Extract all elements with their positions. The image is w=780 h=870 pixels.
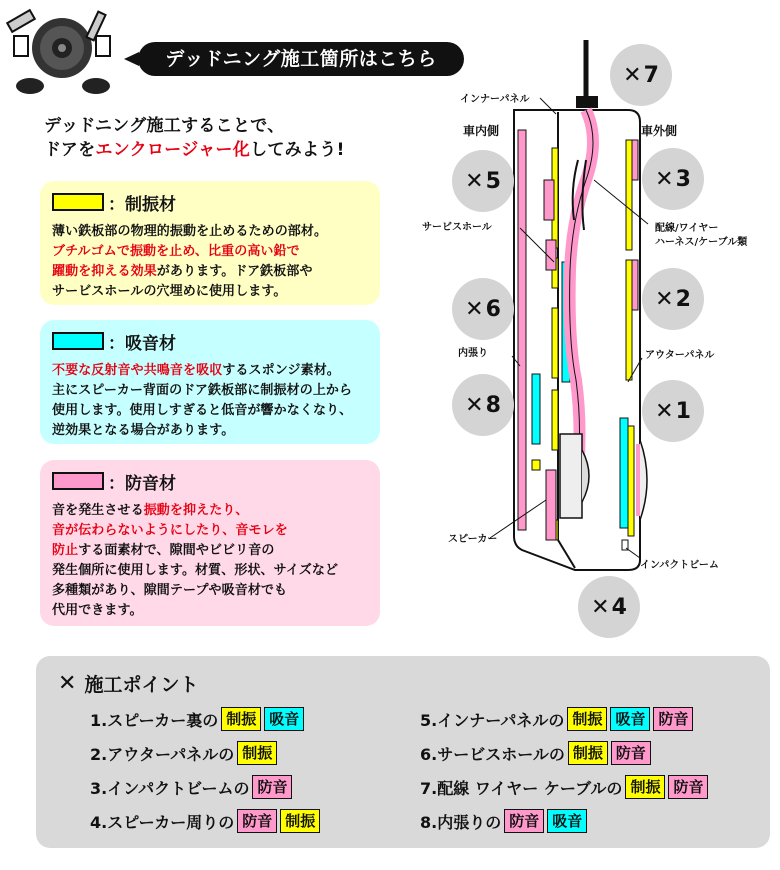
intro-text — [44, 114, 345, 162]
description-text: するスポンジ素材。 — [222, 363, 340, 378]
point-item-7 — [420, 775, 708, 799]
point-marker-5 — [452, 150, 514, 212]
point-label: 1.スピーカー裏の — [90, 710, 219, 730]
description-line — [52, 541, 368, 561]
point-number: 6 — [485, 296, 501, 322]
sound-material-description — [52, 501, 368, 621]
point-label: 3.インパクトビームの — [90, 778, 250, 798]
construction-points-panel — [36, 656, 770, 848]
sound-material-heading — [52, 469, 368, 493]
intro-line-2 — [44, 138, 345, 162]
point-number: 2 — [675, 286, 691, 312]
sound-color-swatch — [52, 472, 104, 490]
description-line: 音が伝わらないようにしたり、音モレを — [52, 523, 288, 538]
point-number: 4 — [611, 594, 627, 620]
point-label: 2.アウターパネルの — [90, 744, 235, 764]
point-number: 5 — [485, 168, 501, 194]
description-highlight: 防止 — [52, 543, 79, 558]
damping-material-label: ：制振材 — [108, 194, 176, 215]
point-marker-1 — [642, 380, 704, 442]
tools-icon: ✕ — [58, 671, 77, 696]
door-cross-section-diagram — [400, 40, 780, 640]
description-highlight: 不要な反射音や共鳴音を吸収 — [52, 363, 223, 378]
point-item-1 — [90, 707, 304, 731]
description-line — [52, 501, 368, 521]
points-title-text: 施工ポイント — [84, 674, 199, 696]
intro-text-part: してみよう! — [250, 140, 345, 160]
tool-icon: ✕ — [465, 168, 484, 194]
trim-label: 内張り — [458, 348, 488, 359]
point-item-8 — [420, 809, 587, 833]
inner-panel-label: インナーパネル — [460, 94, 530, 105]
point-label: 8.内張りの — [420, 812, 502, 832]
damping-tag: 制振 — [280, 809, 320, 833]
tool-icon: ✕ — [623, 62, 642, 88]
tool-icon: ✕ — [655, 398, 674, 424]
point-marker-4 — [578, 576, 640, 638]
absorb-material-box — [40, 320, 380, 444]
intro-text-part: ドアを — [44, 140, 96, 160]
description-line: 逆効果となる場合があります。 — [52, 423, 235, 438]
point-marker-2 — [642, 268, 704, 330]
car-outside-label: 車外側 — [641, 124, 678, 138]
sound-tag: 防音 — [668, 775, 708, 799]
point-label: 5.インナーパネルの — [420, 710, 565, 730]
sound-tag: 防音 — [504, 809, 544, 833]
point-number: 8 — [485, 392, 501, 418]
point-number: 7 — [643, 62, 659, 88]
damping-material-description — [52, 222, 368, 302]
sound-tag: 防音 — [611, 741, 651, 765]
description-line: 多種類があり、隙間テープや吸音材でも — [52, 583, 288, 598]
point-item-6 — [420, 741, 651, 765]
wiring-label-line1: 配線/ワイヤー — [655, 223, 719, 234]
description-highlight: 振動を抑えたり、 — [143, 503, 249, 518]
impact-beam-label: インパクトビーム — [640, 560, 719, 571]
point-marker-6 — [452, 278, 514, 340]
damping-tag: 制振 — [237, 741, 277, 765]
absorb-material-label: ：吸音材 — [108, 333, 176, 354]
tool-icon: ✕ — [465, 296, 484, 322]
absorb-material-description — [52, 361, 368, 441]
car-inside-label: 車内側 — [463, 124, 500, 138]
wiring-label-line2: ハーネス/ケーブル類 — [655, 237, 748, 248]
point-item-5 — [420, 707, 693, 731]
description-line: ブチルゴムで振動を止め、比重の高い鉛で — [52, 244, 300, 259]
description-line: 代用できます。 — [52, 603, 143, 618]
tool-icon: ✕ — [655, 286, 674, 312]
point-number: 1 — [675, 398, 691, 424]
speaker-label: スピーカー — [448, 534, 498, 545]
point-label: 6.サービスホールの — [420, 744, 565, 764]
absorb-color-swatch — [52, 332, 104, 350]
absorb-tag: 吸音 — [264, 707, 304, 731]
sound-material-label: ：防音材 — [108, 473, 176, 494]
point-number: 3 — [675, 166, 691, 192]
absorb-material-heading — [52, 329, 368, 353]
damping-material-heading — [52, 190, 368, 214]
point-marker-3 — [642, 148, 704, 210]
mascot-illustration — [0, 6, 130, 98]
description-line: 使用します。使用しすぎると低音が響かなくなり、 — [52, 403, 353, 418]
outer-panel-label: アウターパネル — [645, 350, 715, 361]
point-marker-8 — [452, 374, 514, 436]
points-title — [58, 670, 198, 697]
page-title: デッドニング施工箇所はこちら — [138, 42, 464, 76]
sound-tag: 防音 — [237, 809, 277, 833]
sound-tag: 防音 — [653, 707, 693, 731]
tool-icon: ✕ — [591, 594, 610, 620]
description-line: サービスホールの穴埋めに使用します。 — [52, 284, 287, 299]
point-label: 4.スピーカー周りの — [90, 812, 235, 832]
damping-color-swatch — [52, 193, 104, 211]
damping-material-box — [40, 181, 380, 305]
sound-tag: 防音 — [252, 775, 292, 799]
absorb-tag: 吸音 — [547, 809, 587, 833]
absorb-tag: 吸音 — [610, 707, 650, 731]
damping-tag: 制振 — [568, 741, 608, 765]
point-label: 7.配線 ワイヤー ケーブルの — [420, 778, 623, 798]
service-hole-label: サービスホール — [422, 222, 492, 233]
damping-tag: 制振 — [567, 707, 607, 731]
sound-material-box — [40, 460, 380, 626]
description-line — [52, 262, 368, 282]
description-line: 主にスピーカー背面のドア鉄板部に制振材の上から — [52, 383, 353, 398]
tool-icon: ✕ — [465, 392, 484, 418]
tool-icon: ✕ — [655, 166, 674, 192]
damping-tag: 制振 — [221, 707, 261, 731]
point-item-4 — [90, 809, 320, 833]
point-item-3 — [90, 775, 292, 799]
intro-highlight: エンクロージャー化 — [95, 140, 251, 160]
description-line: 発生個所に使用します。材質、形状、サイズなど — [52, 563, 339, 578]
description-line: 薄い鉄板部の物理的振動を止めるための部材。 — [52, 224, 328, 239]
description-text: 音を発生させる — [52, 503, 144, 518]
description-line — [52, 361, 368, 381]
description-highlight: 躍動を抑える効果 — [52, 264, 157, 279]
intro-line-1: デッドニング施工することで、 — [44, 116, 285, 136]
point-item-2 — [90, 741, 277, 765]
damping-tag: 制振 — [625, 775, 665, 799]
point-marker-7 — [610, 44, 672, 106]
description-text: があります。ドア鉄板部や — [156, 264, 313, 279]
description-text: する面素材で、隙間やビビリ音の — [78, 543, 275, 558]
